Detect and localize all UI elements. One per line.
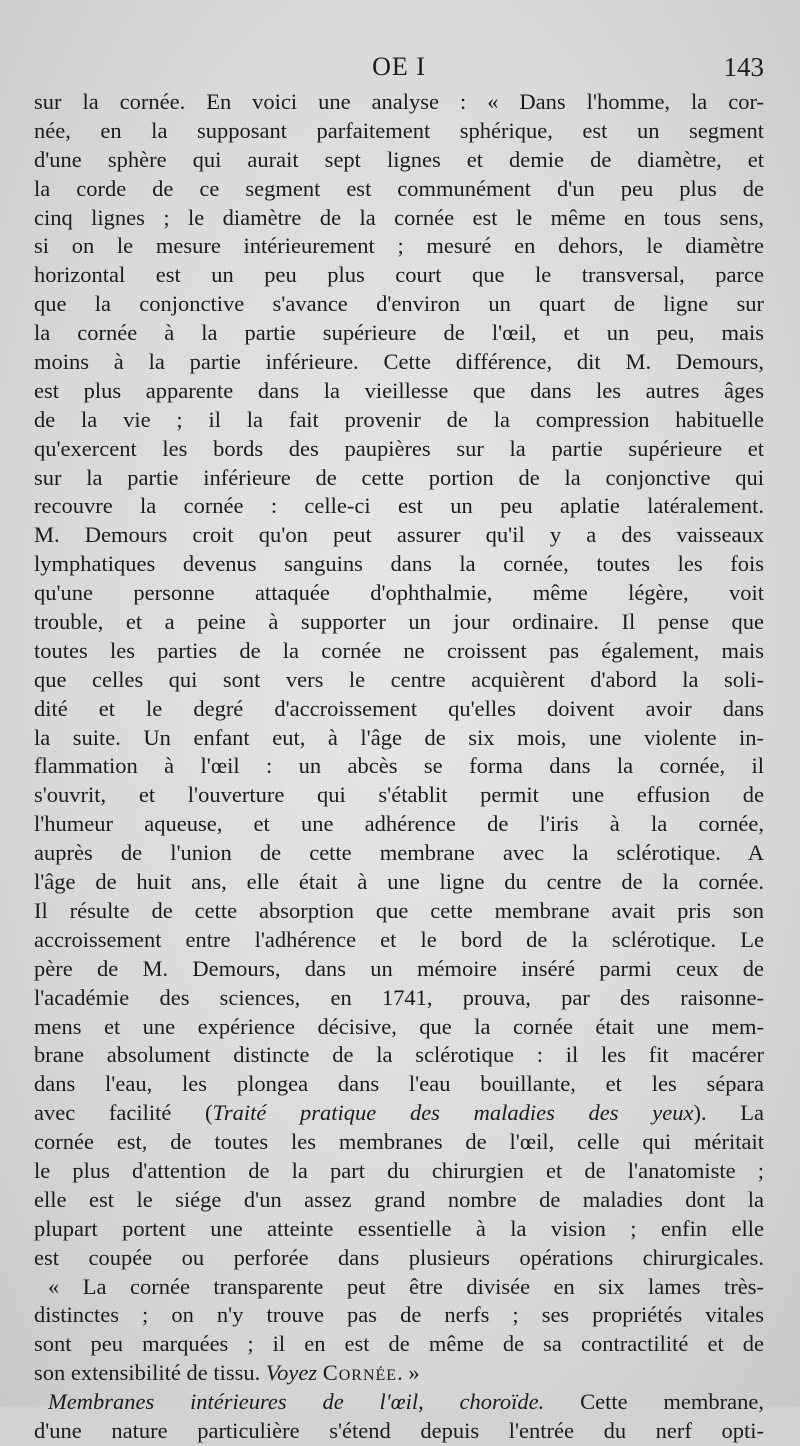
text-line: « La cornée transparente peut être divisée en six lames très-: [48, 1273, 764, 1299]
text-line: plupart portent une atteinte essentielle à la vision ; enfin elle: [34, 1215, 764, 1241]
text-line: dité et le degré d'accroissement qu'elles doivent avoir dans: [34, 695, 764, 721]
text-line: l'humeur aqueuse, et une adhérence de l'iris à la cornée,: [34, 811, 764, 837]
text-line: est plus apparente dans la vieillesse que dans les autres âges: [34, 377, 764, 403]
text-line: d'une nature particulière s'étend depuis l'entrée du nerf opti-: [34, 1417, 764, 1443]
text-fragment: ). La: [693, 1100, 764, 1126]
text-line: mens et une expérience décisive, que la cornée était une mem-: [34, 1013, 764, 1039]
text-line: moins à la partie inférieure. Cette différence, dit M. Demours,: [34, 349, 764, 375]
text-fragment: avec facilité (: [34, 1100, 213, 1126]
text-line: M. Demours croit qu'on peut assurer qu'il y a des vaisseaux: [34, 522, 764, 548]
cross-reference-voyez: Voyez: [265, 1360, 318, 1386]
text-line: née, en la supposant parfaitement sphérique, est un segment: [34, 117, 764, 143]
text-line: de la vie ; il la fait provenir de la compression habituelle: [34, 406, 764, 432]
text-line: la cornée à la partie supérieure de l'œil, et un peu, mais: [34, 320, 764, 346]
text-line: recouvre la cornée : celle-ci est un peu aplatie latéralement.: [34, 493, 764, 519]
text-line: Il résulte de cette absorption que cette membrane avait pris son: [34, 897, 764, 923]
text-line: que la conjonctive s'avance d'environ un quart de ligne sur: [34, 291, 764, 317]
page-number: 143: [723, 52, 764, 82]
text-line: [34, 1359, 764, 1388]
text-line: la corde de ce segment est communément d'un peu plus de: [34, 175, 764, 201]
text-line: brane absolument distincte de la sclérotique : il les fit macérer: [34, 1042, 764, 1068]
body-text: [34, 88, 764, 1446]
text-line: trouble, et a peine à supporter un jour ordinaire. Il pense que: [34, 609, 764, 635]
text-line: horizontal est un peu plus court que le transversal, parce: [34, 262, 764, 288]
text-line: toutes les parties de la cornée ne croissent pas également, mais: [34, 637, 764, 663]
text-line: dans l'eau, les plongea dans l'eau bouillante, et les sépara: [34, 1071, 764, 1097]
text-line: est coupée ou perforée dans plusieurs opérations chirurgicales.: [34, 1244, 764, 1270]
text-line: la suite. Un enfant eut, à l'âge de six mois, une violente in-: [34, 724, 764, 750]
book-title: Traité pratique des maladies des yeux: [212, 1100, 694, 1126]
text-line: l'académie des sciences, en 1741, prouva, par des raisonne-: [34, 984, 764, 1010]
text-line: [34, 1099, 764, 1128]
section-heading: Membranes intérieures de l'œil, choroïde.: [48, 1389, 545, 1415]
text-line: distinctes ; on n'y trouve pas de nerfs ; ses propriétés vitales: [34, 1302, 764, 1328]
running-head: OE I: [372, 52, 426, 81]
text-line: père de M. Demours, dans un mémoire inséré parmi ceux de: [34, 955, 764, 981]
text-fragment: Cette membrane,: [544, 1389, 764, 1415]
cross-reference-target: Cornée: [322, 1360, 398, 1386]
text-line: cornée est, de toutes les membranes de l'œil, celle qui méritait: [34, 1129, 764, 1155]
text-line: auprès de l'union de cette membrane avec la sclérotique. A: [34, 840, 764, 866]
text-line: elle est le siége d'un assez grand nombre de maladies dont la: [34, 1186, 764, 1212]
text-line: le plus d'attention de la part du chirurgien et de l'anatomiste ;: [34, 1157, 764, 1183]
text-line: cinq lignes ; le diamètre de la cornée est le même en tous sens,: [34, 204, 764, 230]
page-header: [34, 52, 764, 92]
text-line: qu'une personne attaquée d'ophthalmie, même légère, voit: [34, 580, 764, 606]
text-line: flammation à l'œil : un abcès se forma dans la cornée, il: [34, 753, 764, 779]
text-line: l'âge de huit ans, elle était à une ligne du centre de la cornée.: [34, 869, 764, 895]
text-line: si on le mesure intérieurement ; mesuré en dehors, le diamètre: [34, 233, 764, 259]
text-line: que celles qui sont vers le centre acquièrent d'abord la soli-: [34, 666, 764, 692]
text-fragment: . »: [397, 1360, 420, 1386]
text-line: [34, 1388, 764, 1417]
text-line: sont peu marquées ; il en est de même de sa contractilité et de: [34, 1331, 764, 1357]
text-line: accroissement entre l'adhérence et le bord de la sclérotique. Le: [34, 926, 764, 952]
text-line: sur la cornée. En voici une analyse : « Dans l'homme, la cor-: [34, 89, 764, 114]
text-fragment: son extensibilité de tissu.: [34, 1360, 266, 1386]
text-line: sur la partie inférieure de cette portion de la conjonctive qui: [34, 464, 764, 490]
text-line: d'une sphère qui aurait sept lignes et demie de diamètre, et: [34, 146, 764, 172]
text-line: qu'exercent les bords des paupières sur la partie supérieure et: [34, 435, 764, 461]
text-line: s'ouvrit, et l'ouverture qui s'établit permit une effusion de: [34, 782, 764, 808]
text-line: lymphatiques devenus sanguins dans la cornée, toutes les fois: [34, 551, 764, 577]
